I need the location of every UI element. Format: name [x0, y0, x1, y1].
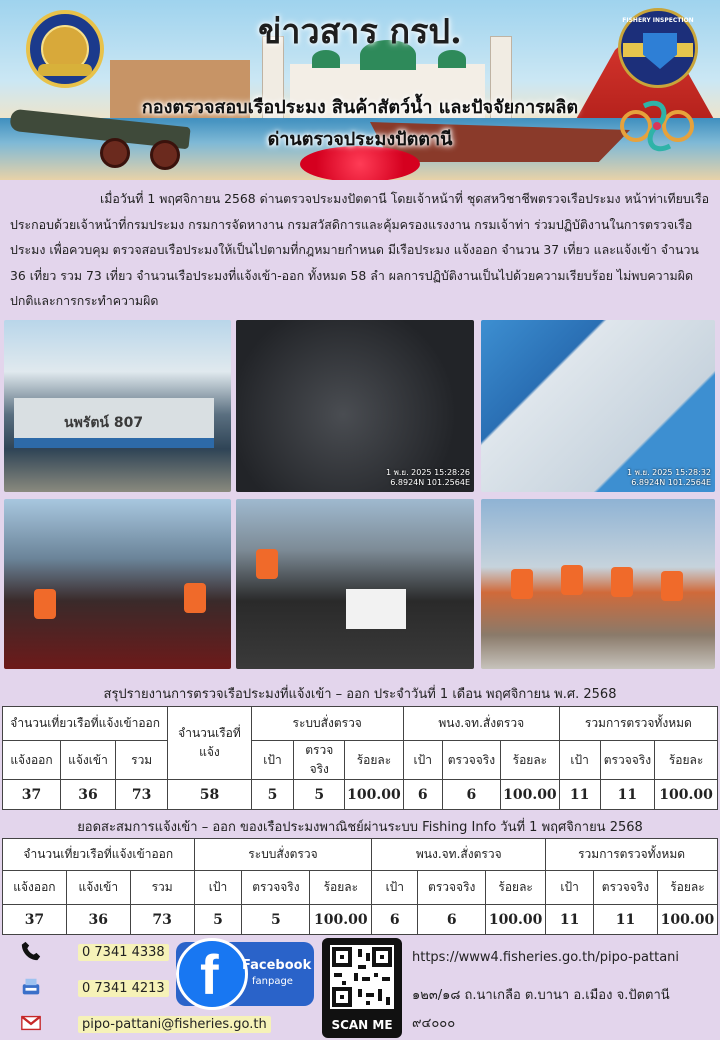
header-boats: จำนวนเรือที่แจ้ง	[168, 707, 251, 780]
table-cell: 6	[418, 905, 486, 935]
header-total: รวมการตรวจทั้งหมด	[546, 839, 718, 871]
subheader: ตรวจจริง	[594, 871, 658, 905]
subheader: รวม	[130, 871, 194, 905]
subheader: ตรวจจริง	[442, 741, 500, 780]
inspection-document	[346, 589, 406, 629]
phone-number[interactable]: 0 7341 4338	[78, 944, 169, 961]
subheader: แจ้งออก	[3, 741, 61, 780]
subheader: ร้อยละ	[486, 871, 546, 905]
table1-caption: สรุปรายงานการตรวจเรือประมงที่แจ้งเข้า – ออก ประจำวันที่ 1 เดือน พฤศจิกายน พ.ศ. 2568	[103, 687, 617, 702]
life-vest	[184, 583, 206, 613]
subheader: ตรวจจริง	[242, 871, 310, 905]
subheader: ตรวจจริง	[418, 871, 486, 905]
table-cell: 100.00	[345, 780, 404, 810]
subheader: เป้า	[559, 741, 600, 780]
life-vest	[511, 569, 533, 599]
table-cell: 73	[116, 780, 168, 810]
checkpoint-name: ด่านตรวจประมงปัตตานี	[267, 129, 453, 150]
table-cell: 6	[442, 780, 500, 810]
subheader: แจ้งเข้า	[60, 741, 115, 780]
email-address[interactable]: pipo-pattani@fisheries.go.th	[78, 1016, 271, 1033]
photo-fishing-net	[236, 320, 474, 492]
header-officer-order: พนง.จท.สั่งตรวจ	[372, 839, 546, 871]
photo-fish-hold	[481, 320, 715, 492]
subheader: ร้อยละ	[501, 741, 560, 780]
facebook-f-glyph: f	[200, 943, 219, 1006]
table-cell: 100.00	[655, 780, 718, 810]
fax-icon	[20, 976, 42, 998]
subheader: เป้า	[194, 871, 242, 905]
table-cell: 73	[130, 905, 194, 935]
website-link[interactable]: https://www4.fisheries.go.th/pipo-pattani	[412, 950, 680, 965]
table-cell: 11	[600, 780, 655, 810]
table-cell: 5	[194, 905, 242, 935]
photo-fishing-boat	[4, 320, 231, 492]
subheader: ร้อยละ	[310, 871, 372, 905]
fax-number[interactable]: 0 7341 4213	[78, 980, 169, 997]
table2-caption: ยอดสะสมการแจ้งเข้า – ออก ของเรือประมงพาณิชย์ผ่านระบบ Fishing Info วันที่ 1 พฤศจิกายน 2568	[77, 820, 643, 835]
subheader: ร้อยละ	[345, 741, 404, 780]
phone-icon	[20, 940, 42, 962]
subheader: ตรวจจริง	[600, 741, 655, 780]
email-icon	[20, 1012, 42, 1034]
subheader: เป้า	[372, 871, 418, 905]
life-vest	[34, 589, 56, 619]
photo-crew-at-pier	[4, 499, 231, 669]
qr-code-icon	[330, 944, 394, 1010]
daily-inspection-table	[2, 706, 718, 810]
header-trips: จำนวนเที่ยวเรือที่แจ้งเข้าออก	[3, 707, 168, 741]
subheader: เป้า	[403, 741, 442, 780]
table-cell: 6	[372, 905, 418, 935]
life-vest	[611, 567, 633, 597]
subheader: แจ้งออก	[3, 871, 67, 905]
subheader: เป้า	[546, 871, 594, 905]
photo-crew-group	[481, 499, 715, 669]
logo-ribbon	[38, 64, 92, 76]
header-trips: จำนวนเที่ยวเรือที่แจ้งเข้าออก	[3, 839, 195, 871]
subheader: เป้า	[251, 741, 294, 780]
table-cell: 6	[403, 780, 442, 810]
table-cell: 5	[242, 905, 310, 935]
scan-me-label: SCAN ME	[331, 1018, 393, 1032]
subheader: แจ้งเข้า	[66, 871, 130, 905]
life-vest	[561, 565, 583, 595]
subheader: ร้อยละ	[657, 871, 717, 905]
photo-timestamp: 1 พ.ย. 2025 15:28:26 6.8924N 101.2564E	[385, 468, 470, 487]
subheader: ร้อยละ	[655, 741, 718, 780]
boat-name: นพรัตน์ 807	[64, 415, 144, 431]
logo-text: FISHERY INSPECTION	[622, 17, 694, 24]
cumulative-inspection-table	[2, 838, 718, 935]
office-address: ๑๒๓/๑๘ ถ.นาเกลือ ต.บานา อ.เมือง จ.ปัตตานี ๙๔๐๐๐	[412, 988, 670, 1031]
table-cell: 11	[546, 905, 594, 935]
table-cell: 100.00	[310, 905, 372, 935]
page-title: ข่าวสาร กรป.	[258, 12, 462, 52]
news-paragraph: เมื่อวันที่ 1 พฤศจิกายน 2568 ด่านตรวจประมงปัตตานี โดยเจ้าหน้าที่ ชุดสหวิชาชีพตรวจเรือประมง หน้าท่าเทียบเรือ ประกอบด้วยเจ้าหน้าที่กรมประมง กรมการจัดหางาน กรมสวัสดิการและคุ้มครองแรงงาน กรมเจ้าท่า ร่วมปฏิบัติงานในการตรวจเรือประมง เพื่อควบคุม ตรวจสอบเรือประมงให้เป็นไปตามที่กฎหมายกำหนด มีเรือประมง แจ้งออก จำนวน 37 เที่ยว และแจ้งเข้า จำนวน 36 เที่ยว รวม 73 เที่ยว จำนวนเรือประมงที่แจ้งเข้า-ออก ทั้งหมด 58 ลำ ผลการปฏิบัติงานเป็นไปด้วยความเรียบร้อย ไม่พบความผิดปกติและการกระทำความผิด	[10, 191, 710, 308]
table-cell: 100.00	[486, 905, 546, 935]
table-cell: 36	[66, 905, 130, 935]
table-cell: 37	[3, 780, 61, 810]
photo-officer-inspecting-documents	[236, 499, 474, 669]
photo-timestamp: 1 พ.ย. 2025 15:28:32 6.8924N 101.2564E	[626, 468, 711, 487]
table-cell: 100.00	[501, 780, 560, 810]
life-vest	[256, 549, 278, 579]
subheader: ตรวจจริง	[294, 741, 345, 780]
header-total: รวมการตรวจทั้งหมด	[559, 707, 717, 741]
division-name: กองตรวจสอบเรือประมง สินค้าสัตว์น้ำ และปัจจัยการผลิต	[141, 97, 579, 118]
table-cell: 58	[168, 780, 251, 810]
table-cell: 36	[60, 780, 115, 810]
table-cell: 100.00	[657, 905, 717, 935]
table-cell: 5	[294, 780, 345, 810]
header-system-order: ระบบสั่งตรวจ	[251, 707, 403, 741]
table-cell: 11	[559, 780, 600, 810]
facebook-sublabel: fanpage	[252, 976, 293, 987]
table-cell: 37	[3, 905, 67, 935]
table-cell: 5	[251, 780, 294, 810]
life-vest	[661, 571, 683, 601]
header-officer-order: พนง.จท.สั่งตรวจ	[403, 707, 559, 741]
subheader: รวม	[116, 741, 168, 780]
table-cell: 11	[594, 905, 658, 935]
facebook-label: Facebook	[242, 958, 312, 973]
header-system-order: ระบบสั่งตรวจ	[194, 839, 372, 871]
